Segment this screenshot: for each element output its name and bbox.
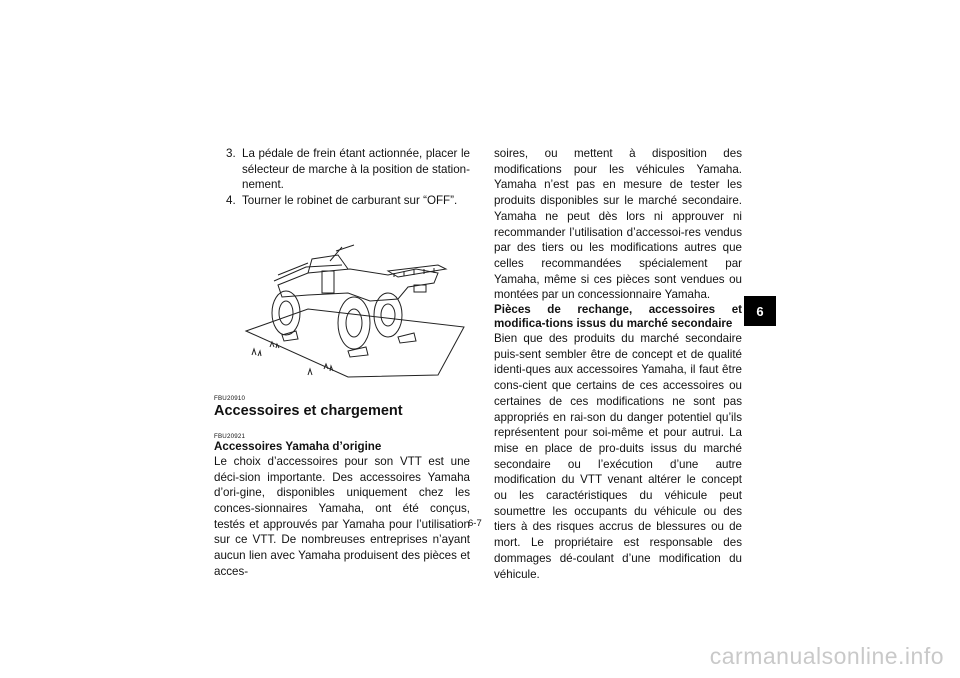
left-column	[214, 146, 470, 579]
step-item	[214, 193, 470, 209]
reference-code: FBU20910	[214, 394, 246, 402]
right-column	[494, 146, 742, 582]
watermark: carmanualsonline.info	[709, 643, 944, 669]
section-title: Accessoires et chargement	[214, 402, 403, 419]
reference-code: FBU20921	[214, 432, 246, 440]
body-paragraph: Bien que des produits du marché secondaire puis-sent sembler être de concept et de qualité identi-ques aux accessoires Yamaha, il faut être cons-cient que certains de ces accessoires ou certaines de ces modifications ne sont pas appropriés en rai-son du danger potentiel qu’ils représentent pour soi-même et pour autrui. La mise en place de pro-duits issus du marché secondaire ou l’exécution d’une autre modification du VTT venant altérer le concept ou les caractéristiques du véhicule peut soumettre les occupants du véhicule ou des tiers à des risques accrus de blessures ou de mort. Le propriétaire est responsable des dommages dé-coulant d’une modification du véhicule.	[494, 332, 742, 581]
instruction-steps	[214, 146, 470, 209]
subsection-title: Accessoires Yamaha d’origine	[214, 439, 382, 453]
chapter-tab: 6	[744, 296, 776, 326]
step-item	[214, 146, 470, 193]
page-number: 6-7	[468, 518, 482, 529]
step-text: La pédale de frein étant actionnée, placer le sélecteur de marche à la position de station-nement.	[242, 147, 470, 192]
step-number: 4.	[226, 194, 236, 208]
body-paragraph: Le choix d’accessoires pour son VTT est une déci-sion importante. Des accessoires Yamaha d’ori-gine, disponibles uniquement chez les conces-sionnaires Yamaha, ont été conçus, testés et approuvés par Yamaha pour l’utilisation sur ce VTT. De nombreuses entreprises n’ayant aucun lien avec Yamaha produisent des pièces et acces-	[214, 454, 470, 578]
step-text: Tourner le robinet de carburant sur “OFF”.	[242, 194, 458, 208]
atv-drawing	[238, 235, 470, 385]
step-number: 3.	[226, 147, 236, 160]
subsection-title: Pièces de rechange, accessoires et modifica-tions issus du marché secondaire	[494, 303, 742, 331]
body-paragraph: soires, ou mettent à disposition des modifications pour les véhicules Yamaha. Yamaha n’est pas en mesure de tester les produits disponibles sur le marché secondaire. Yamaha ne peut dès lors ni approuver ni recommander l’utilisation d’accessoi-res vendus par des tiers ou les modifications autres que celles recommandées spécialement par Yamaha, même si ces pièces sont vendues ou montées par un concessionnaire Yamaha.	[494, 147, 742, 302]
atv-parked-illustration	[238, 235, 470, 385]
